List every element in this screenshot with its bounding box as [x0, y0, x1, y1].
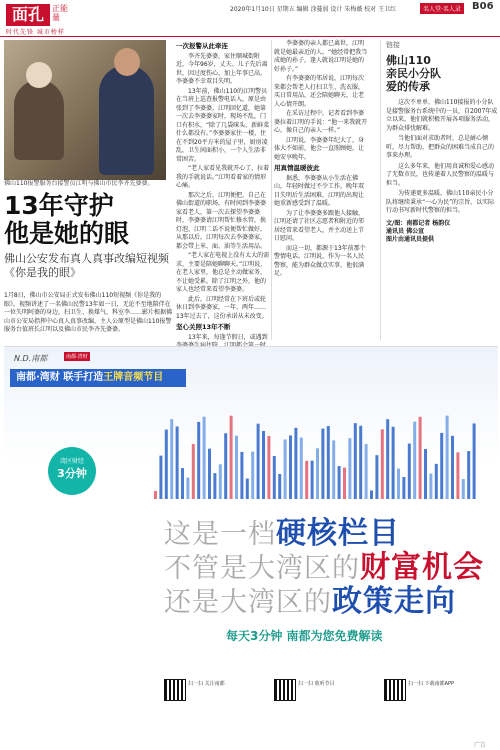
paragraph: 这次不单单，佛山110接报的小分队是接警服务台系统中的一员，自2007年成立以来，他们就积极开展各项服务活动，为群众排忧解难。 [386, 99, 498, 132]
section-tag: 名人堂·名人录 [420, 3, 464, 14]
waveform-bar [332, 440, 335, 499]
paragraph: 那次之后，江明便把，自己在佛山街道的职场，有时间到李婆婆家看老人，第一次去探望李婆婆时，李婆婆请江明帮忙修水管，换灯泡，江明二话不说便帮忙做好。从那以后，江明每次去李婆婆家，都会带上米、面、油等生活用品。 [176, 191, 267, 250]
waveform-bar [154, 491, 157, 499]
waveform-bar [278, 474, 281, 499]
news-photo [4, 40, 166, 180]
paragraph: 李婆婆的亲人都已离世，江明就是她最亲近的人。“她经常把我当成她的孙子，逢人就说江明是她的好孙子。” [274, 40, 368, 73]
waveform-bar [408, 444, 411, 499]
audio-waveform-graphic [154, 399, 484, 499]
paragraph: 当他们面对求助者时，总是耐心倾听，尽力帮助，把群众的困难当成自己的事来办理。 [386, 135, 495, 159]
ad-slogan [164, 517, 494, 619]
waveform-bar [311, 461, 314, 499]
column-divider [271, 40, 272, 340]
waveform-bar [224, 433, 227, 499]
sidebar-text [386, 99, 498, 216]
paragraph: 在采访过程中，记者看到李婆婆拉着江明的手说：“他一来我就开心，像自己的亲人一样。” [274, 110, 368, 134]
waveform-bar [316, 448, 319, 499]
section-heading: 坚心关照13年不断 [176, 323, 231, 331]
paragraph: 为传递更多温暖，佛山110亲民小分队将继续秉承“一心为民”的宗旨，以实际行动书写新时代警察的担当。 [386, 190, 495, 214]
headline-line: 他是她的眼 [4, 219, 130, 248]
sidebar-title [386, 54, 498, 93]
byline-line: 通讯员 佛公宣 [386, 227, 425, 235]
waveform-bar [392, 427, 395, 499]
slogan-text: 这是一档 [164, 519, 276, 550]
waveform-bar [203, 417, 206, 499]
waveform-bar [192, 444, 195, 499]
waveform-bar [375, 455, 378, 499]
waveform-bar [284, 439, 287, 499]
paragraph: 13年来，每逢节假日，或遇到 [188, 333, 268, 341]
waveform-bar [456, 452, 459, 499]
slogan-emphasis: 政策走向 [332, 584, 456, 619]
waveform-bar [251, 452, 254, 499]
waveform-bar [170, 419, 173, 499]
section-logo-sub: 正能量 [52, 4, 68, 22]
qr-caption: 扫一扫 收听节目 [298, 681, 335, 687]
waveform-bar [219, 464, 222, 499]
waveform-bar [348, 438, 351, 499]
article-column-2 [274, 40, 368, 340]
qr-code-icon[interactable] [384, 679, 406, 701]
headline [4, 192, 174, 248]
page-number: B06 [472, 1, 494, 12]
section-logo: 面孔 [6, 4, 50, 26]
waveform-bar [159, 456, 162, 499]
waveform-bar [208, 449, 211, 499]
waveform-bar [321, 429, 324, 499]
paragraph: 此后，江明经常在下班后或轮休日到李婆婆家，一年、两年……13年过去了，这份承诺从未改变。 [176, 295, 268, 320]
waveform-bar [354, 423, 357, 499]
sidebar-title-line: 佛山110 [386, 54, 431, 67]
byline-line: 图片由通讯员提供 [386, 235, 435, 243]
waveform-bar [440, 433, 443, 499]
waveform-bar [386, 419, 389, 499]
paragraph: 李齐先婆婆，家住顺城街附近，今年96岁，丈夫、儿子先后离世，因过度伤心，加上年事已高，李婆婆不幸双目失明。 [176, 52, 268, 85]
column-divider [380, 40, 381, 340]
waveform-bar [381, 429, 384, 499]
byline [386, 220, 498, 244]
waveform-bar [370, 490, 373, 499]
waveform-bar [467, 451, 470, 499]
ad-brand-logo: N.D.南都 [14, 354, 48, 363]
badge-top: 湾区财经 [59, 458, 84, 465]
waveform-bar [305, 461, 308, 499]
waveform-bar [240, 452, 243, 499]
paragraph: “老人家看见我就开心了，拉着我的手就说话。”江明看着家的情形心痛。 [176, 165, 270, 189]
waveform-bar [343, 468, 346, 499]
waveform-bar [213, 473, 216, 499]
waveform-bar [176, 426, 179, 499]
waveform-bar [419, 417, 422, 499]
slogan-text: 不管是大湾区的 [164, 553, 360, 584]
program-badge [48, 447, 96, 495]
waveform-bar [197, 422, 200, 499]
ad-tagline: 每天3分钟 南都为您免费解读 [226, 629, 383, 643]
waveform-bar [300, 438, 303, 499]
qr-code-icon[interactable] [164, 679, 186, 701]
paragraph: 这么多年来，他们用真诚和爱心感动了无数市民，也传递着人民警察的温暖与担当。 [386, 162, 495, 187]
article-intro: 1月8日，佛山市公安局正式发布佛山110短视频《你是我的眼》。视频讲述了一名佛山民警13年如一日，无论不至地陪伴在一位失明阿婆的身边，扫卫生、换煤气、科室李……影片根据佛山市公安局指挥中心真人真事改编，主人公原型是佛山110报警服务台值班长江明以及佛山市民李齐先婆婆。 [4, 292, 173, 333]
date-line: 2020年1月10日 星期五 编辑 涂蔓弱 设计 朱梅薇 校对 王卫红 [230, 6, 397, 13]
sidebar-label: 链接 [386, 41, 400, 49]
headline-line: 13年守护 [4, 191, 114, 220]
waveform-bar [365, 444, 368, 499]
waveform-bar [181, 468, 184, 499]
waveform-bar [294, 428, 297, 499]
qr-code-icon[interactable] [274, 679, 296, 701]
waveform-bar [446, 416, 449, 499]
ad-qr-footer [164, 673, 494, 713]
waveform-bar [327, 426, 330, 499]
article-column-1 [176, 40, 270, 340]
ad-pill: 南都·湾财 [66, 354, 88, 360]
ad-banner-text: 南都·湾财 联手打造 [16, 372, 104, 383]
waveform-bar [424, 449, 427, 499]
waveform-bar [230, 416, 233, 499]
waveform-bar [289, 435, 292, 499]
subheadline: 佛山公安发布真人真事改编短视频《你是我的眼》 [4, 252, 169, 279]
paragraph: “老人家在电视上没有太大的需求，主要是陪她聊聊天。”江明说，在老人家里，他总是主动做家务，不让她受累。除了江明之外，他的家人也经常来看望李婆婆。 [176, 252, 270, 293]
slogan-emphasis: 硬核栏目 [276, 516, 400, 551]
qr-caption: 扫一扫 下载南都APP [408, 681, 455, 687]
qr-caption: 扫一扫 关注南都 [188, 681, 225, 687]
header-rule [0, 36, 500, 37]
badge-main: 3分钟 [57, 467, 87, 480]
waveform-bar [186, 478, 189, 499]
waveform-bar [235, 436, 238, 499]
waveform-bar [451, 436, 454, 499]
paragraph: 据悉，李婆婆从小生活在佛山，年轻时做过不少工作，晚年双目失明后生活困难，江明的出现让她重新感受到了温暖。 [274, 174, 365, 207]
waveform-bar [435, 464, 438, 499]
ad-banner-highlight: 王牌音频节目 [103, 372, 164, 383]
waveform-bar [359, 426, 362, 499]
section-heading: 一次报警从此牵连 [176, 42, 228, 50]
slogan-emphasis: 财富机会 [360, 550, 484, 585]
section-tagline: 时代先锋 城市榜样 [6, 29, 65, 36]
waveform-bar [165, 430, 168, 499]
masthead [0, 0, 500, 38]
waveform-bar [413, 422, 416, 499]
sidebar-title-line: 爱的传承 [386, 80, 430, 93]
waveform-bar [402, 477, 405, 499]
waveform-bar [273, 456, 276, 499]
paragraph: 为了让李婆婆多跟他人接触，江明还请了社区志愿者和附近的邻居经常来看望老人，并主动送上节日慰问。 [274, 209, 365, 242]
byline-line: 文/图：南都记者 杨韵仪 [386, 219, 451, 227]
waveform-bar [267, 436, 270, 499]
advertisement-label: 广告 [474, 742, 487, 749]
paragraph: 有李婆婆的邻居说，江明每次来都会帮老人打扫卫生、洗衣服，买日常用品，还会陪她聊天，让老人心情开朗。 [274, 75, 365, 108]
sidebar-link-box [386, 40, 498, 340]
waveform-bar [257, 424, 260, 499]
waveform-bar [338, 466, 341, 499]
waveform-bar [246, 479, 249, 499]
sidebar-title-line: 亲民小分队 [386, 67, 441, 80]
waveform-bar [262, 431, 265, 499]
waveform-bar [473, 423, 476, 499]
slogan-text: 还是大湾区的 [164, 587, 332, 618]
ad-banner [10, 369, 186, 387]
section-heading: 用真情温暖彼此 [274, 164, 320, 172]
paragraph: 13年前，佛山110的江明警员在当班上巡查报警电话入，原是由张到了李婆婆，江明回忆道，她第一次去李婆婆家时，现场不乱，门口有积水，“除了几袋咪头、新鲜菜什么都没有。”李婆婆家住一楼，住在不到20平方米的屋子里，厨房凌乱，卫生间面积小，一个人生活非常困苦。 [176, 87, 270, 163]
paragraph: 江明说，李婆婆年纪大了，身体大不如前，他会一直照顾她，让她安享晚年。 [274, 136, 365, 161]
photo-caption: 佛山110报警服务台接警员江明与佛山市民李齐先婆婆。 [4, 180, 154, 187]
waveform-bar [429, 474, 432, 499]
paragraph: 而这一切，都源于13年前那个警情电话。江明说，作为一名人民警察，能为群众做点实事，他很满足。 [274, 244, 366, 277]
advertisement [4, 346, 498, 731]
waveform-bar [397, 469, 400, 499]
waveform-bar [462, 479, 465, 499]
